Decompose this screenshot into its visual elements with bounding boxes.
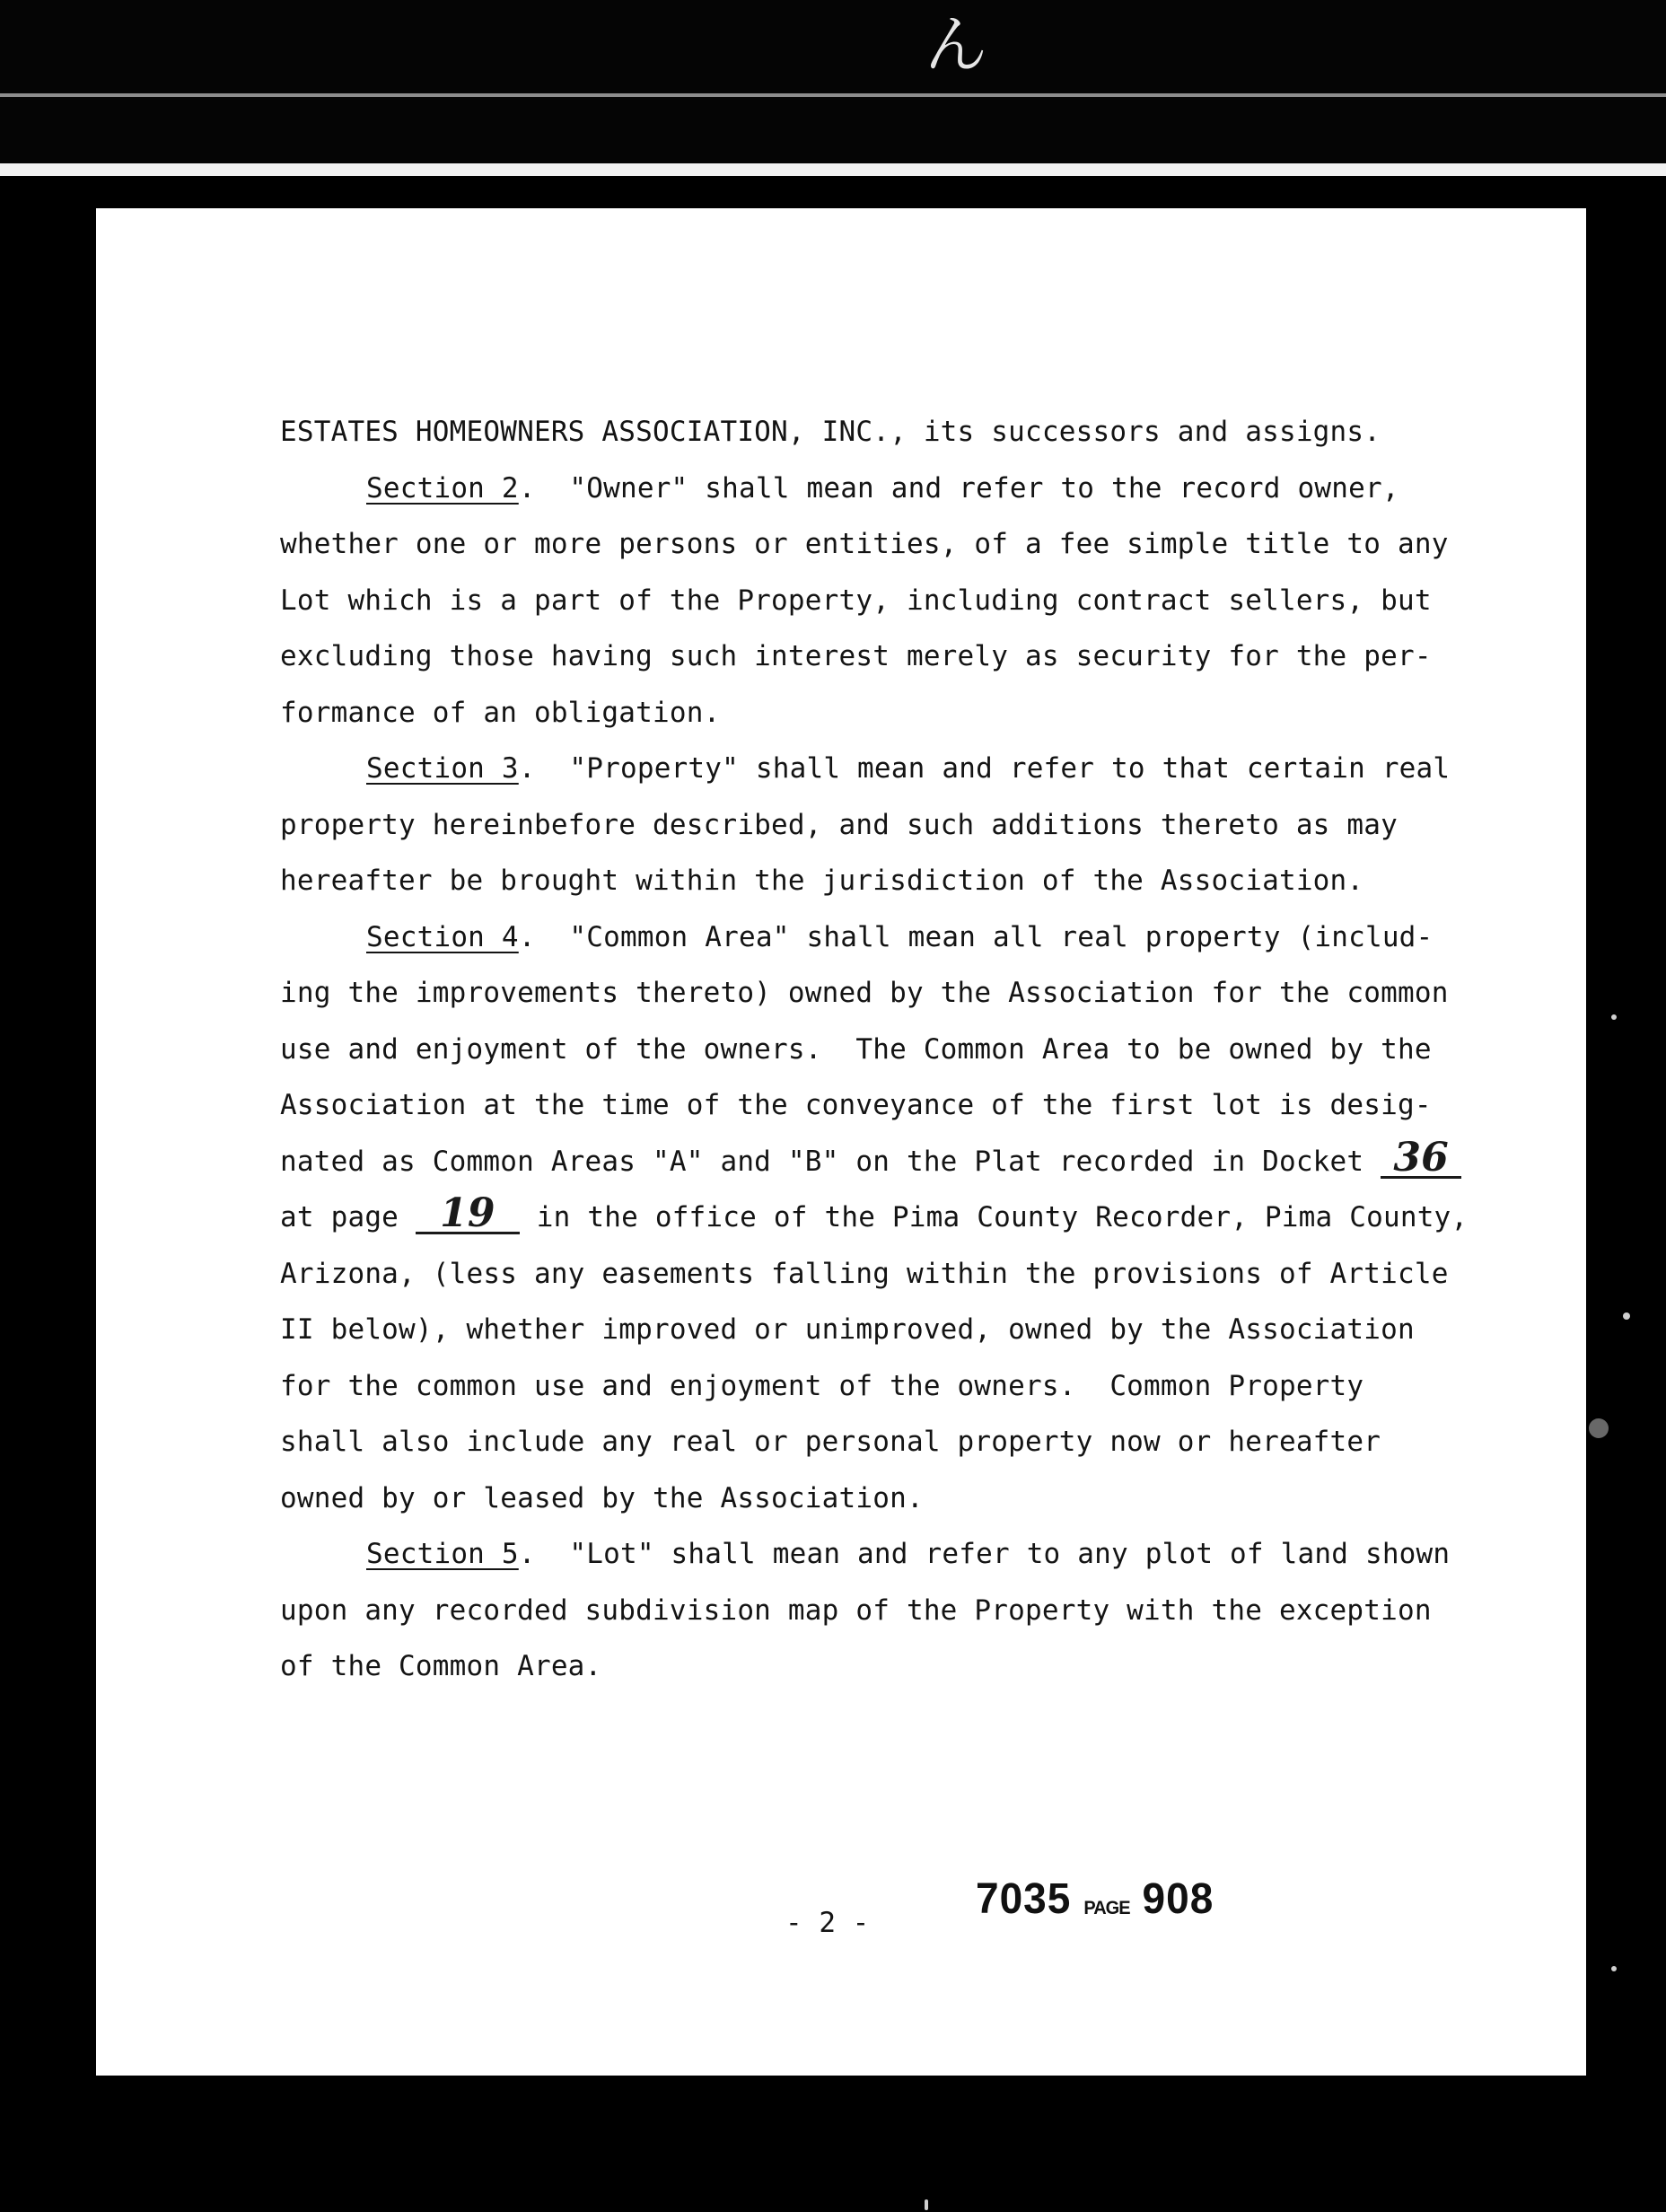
text-line: of the Common Area. <box>280 1650 602 1682</box>
text-fragment: . "Lot" shall mean and refer to any plot of land shown <box>518 1538 1451 1570</box>
text-line: for the common use and enjoyment of the owners. Common Property <box>280 1369 1364 1402</box>
text-line: upon any recorded subdivision map of the Property with the exception <box>280 1593 1432 1627</box>
text-line: excluding those having such interest merely as security for the per- <box>280 640 1432 672</box>
text-line <box>280 1189 1555 1246</box>
text-line: II below), whether improved or unimproved, owned by the Association <box>280 1313 1415 1346</box>
document-body <box>280 404 1555 1695</box>
handwritten-docket-number: 36 <box>1381 1140 1461 1179</box>
scan-speck <box>1611 1966 1617 1971</box>
section-heading: Section 4 <box>366 920 519 953</box>
text-line <box>280 909 1555 966</box>
section-heading: Section 3 <box>366 752 519 785</box>
text-line: ESTATES HOMEOWNERS ASSOCIATION, INC., its successors and assigns. <box>280 416 1381 448</box>
text-fragment: . "Common Area" shall mean all real property (includ- <box>518 920 1434 953</box>
text-line: Arizona, (less any easements falling within the provisions of Article <box>280 1257 1449 1290</box>
text-fragment: . "Owner" shall mean and refer to the record owner, <box>518 471 1399 505</box>
text-line: Lot which is a part of the Property, including contract sellers, but <box>280 584 1432 617</box>
text-line: owned by or leased by the Association. <box>280 1481 924 1514</box>
document-page <box>96 208 1586 2076</box>
stamp-page-number: 908 <box>1142 1873 1214 1923</box>
stamp-page-label: PAGE <box>1083 1898 1130 1919</box>
text-line: formance of an obligation. <box>280 696 721 729</box>
scan-speck <box>1611 1014 1617 1020</box>
scan-speck <box>1589 1418 1609 1438</box>
text-line: Association at the time of the conveyance of the first lot is desig- <box>280 1089 1432 1121</box>
text-line <box>280 741 1555 797</box>
text-line: use and enjoyment of the owners. The Common Area to be owned by the <box>280 1032 1432 1066</box>
scan-speck <box>925 2199 928 2210</box>
recording-stamp <box>976 1873 1214 1924</box>
section-heading: Section 2 <box>366 471 519 505</box>
stamp-book-number: 7035 <box>976 1873 1072 1923</box>
text-line <box>280 1526 1555 1583</box>
scan-top-band <box>0 0 1666 166</box>
scan-rule <box>0 93 1666 97</box>
text-line <box>280 461 1555 517</box>
handwritten-top-mark: ん <box>925 8 987 82</box>
section-heading: Section 5 <box>366 1538 519 1570</box>
scan-rule <box>0 163 1666 176</box>
text-line: hereafter be brought within the jurisdiction of the Association. <box>280 865 1364 897</box>
text-line: whether one or more persons or entities, of a fee simple title to any <box>280 528 1449 560</box>
text-line <box>280 1134 1555 1190</box>
text-line: property hereinbefore described, and such additions thereto as may <box>280 808 1398 841</box>
text-fragment: . "Property" shall mean and refer to that certain real <box>518 752 1451 785</box>
text-fragment: at page <box>280 1201 416 1233</box>
text-line: ing the improvements thereto) owned by the Association for the common <box>280 977 1449 1009</box>
scan-speck <box>1623 1312 1630 1320</box>
text-line: shall also include any real or personal property now or hereafter <box>280 1426 1381 1458</box>
handwritten-page-number: 19 <box>416 1196 520 1234</box>
text-fragment: nated as Common Areas "A" and "B" on the Plat recorded in Docket <box>280 1145 1381 1178</box>
text-fragment: in the office of the Pima County Recorder, Pima County, <box>519 1201 1469 1233</box>
page-number: - 2 - <box>785 1907 870 1939</box>
